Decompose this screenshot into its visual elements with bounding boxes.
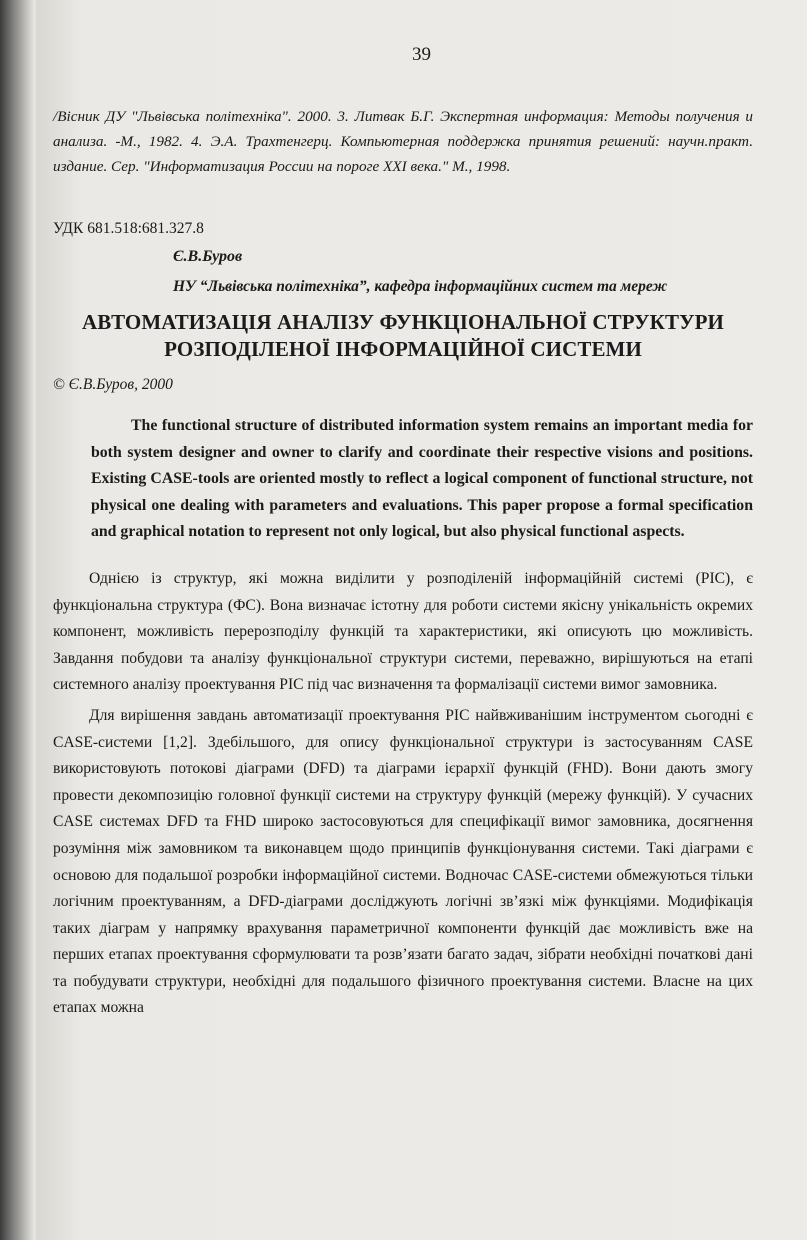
udc-code: УДК 681.518:681.327.8 bbox=[53, 220, 204, 237]
page-content bbox=[53, 104, 753, 1022]
references-continuation: /Вісник ДУ "Львівська політехніка". 2000. 3. Литвак Б.Г. Экспертная информация: Методы получения и анализа. -М., 1982. 4. Э.А. Трахтенгерц. Компьютерная поддержка принятия решений: научн.практ. издание. Сер. "Информатизация России на пороге XXI века." М., 1998. bbox=[53, 108, 753, 175]
body-paragraph-1: Однією із структур, які можна виділити у розподіленій інформаційній системі (РІС), є функціональна структура (ФС). Вона визначає істотну для роботи системи якісну унікальність окремих компонент, можливість перерозподілу функцій та характеристики, які описують цю можливість. Завдання побудови та аналізу функціональної структури системи, переважно, вирішуються на етапі системного аналізу проектування РІС під час визначення та формалізації системи вимог замовника. bbox=[53, 569, 753, 694]
paper-title-line-1: АВТОМАТИЗАЦІЯ АНАЛІЗУ ФУНКЦІОНАЛЬНОЇ СТРУКТУРИ bbox=[82, 310, 724, 334]
paper-title bbox=[53, 309, 753, 363]
book-spine-shadow bbox=[0, 0, 34, 1240]
body-paragraph-2: Для вирішення завдань автоматизації проектування РІС найвживанішим інструментом сьогодні є CASE-системи [1,2]. Здебільшого, для опису функціональної структури із застосуванням CASE використовують потокові діаграми (DFD) та діаграми ієрархії функцій (FHD). Вони дають змогу провести декомпозицію головної функції системи на структуру функцій (мережу функцій). У сучасних CASE системах DFD та FHD широко застосовуються для специфікації вимог замовника, досягнення розуміння між замовником та виконавцем щодо принципів функціонування системи. Такі діаграми є основою для подальшої розробки інформаційної системи. Водночас CASE-системи обмежуються тільки логічним проектуванням, а DFD-діаграми досліджують логічні зв’язкі між функціями. Модифікація таких діаграм у напрямку врахування параметричної компоненти функцій дає можливість вже на перших етапах проектування сформулювати та розв’язати багато задач, зібрати необхідні початкові дані та побудувати структури, необхідні для подальшого фізичного проектування системи. Власне на цих етапах можна bbox=[53, 706, 753, 1017]
abstract: The functional structure of distributed information system remains an important media for both system designer and owner to clarify and coordinate their respective visions and positions. Existing CASE-tools are oriented mostly to reflect a logical component of functional structure, not physical one dealing with parameters and evaluations. This paper propose a formal specification and graphical notation to represent not only logical, but also physical functional aspects. bbox=[91, 417, 753, 541]
author-name: Є.В.Буров bbox=[173, 248, 243, 265]
page-number: 39 bbox=[412, 44, 431, 65]
paper-title-line-2: РОЗПОДІЛЕНОЇ ІНФОРМАЦІЙНОЇ СИСТЕМИ bbox=[164, 337, 642, 361]
copyright-notice: © Є.В.Буров, 2000 bbox=[53, 376, 173, 393]
author-affiliation: НУ “Львівська політехніка”, кафедра інформаційних систем та мереж bbox=[173, 278, 668, 295]
